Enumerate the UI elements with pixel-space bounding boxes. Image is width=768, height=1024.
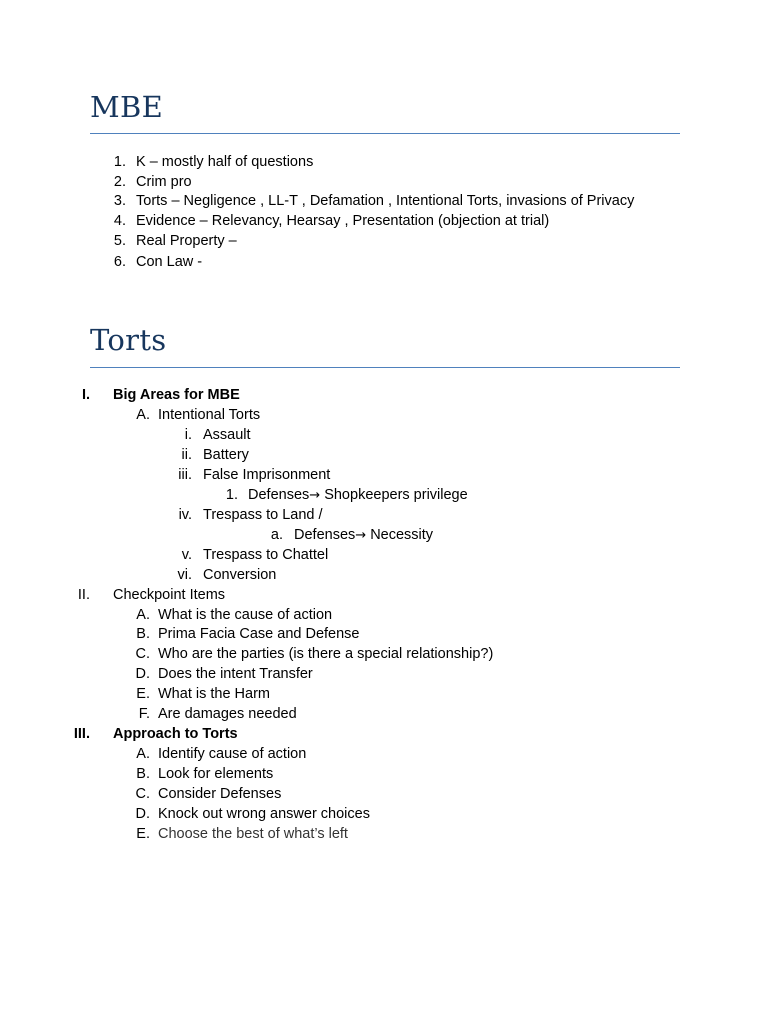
outline-marker: v.: [181, 547, 192, 563]
torts-heading-rule: [90, 367, 680, 368]
outline-subitem-text: Trespass to Chattel: [203, 547, 329, 563]
list-marker: 4.: [113, 213, 126, 229]
outline-marker: 1.: [225, 487, 238, 503]
mbe-heading-rule: [90, 133, 680, 134]
outline-marker: B.: [136, 766, 150, 782]
outline-marker: iv.: [178, 507, 192, 523]
outline-subitem-text: False Imprisonment: [203, 467, 331, 483]
outline-item-text: Consider Defenses: [158, 786, 282, 802]
right-arrow-icon: →: [355, 528, 367, 543]
outline-item-text: What is the cause of action: [158, 607, 333, 623]
outline-marker: i.: [184, 427, 192, 443]
outline-marker: C.: [135, 786, 150, 802]
list-marker: 6.: [113, 254, 126, 270]
list-marker: 3.: [113, 193, 126, 209]
outline-section-title: Checkpoint Items: [113, 587, 226, 603]
outline-item-text: Knock out wrong answer choices: [158, 806, 370, 822]
outline-marker: A.: [136, 746, 150, 762]
outline-marker: I.: [81, 387, 90, 403]
outline-marker: iii.: [178, 467, 192, 483]
outline-marker: vi.: [177, 567, 192, 583]
list-item-text: Crim pro: [136, 174, 192, 190]
outline-item-text: Does the intent Transfer: [158, 666, 313, 682]
list-item-text: Evidence – Relevancy, Hearsay , Presentation (objection at trial): [136, 213, 550, 229]
outline-marker: A.: [136, 607, 150, 623]
list-marker: 1.: [113, 154, 126, 170]
list-item-text: Con Law -: [136, 254, 203, 270]
outline-marker: a.: [270, 527, 283, 543]
outline-subitem-text: Battery: [203, 447, 249, 463]
outline-marker: E.: [136, 686, 150, 702]
outline-subitem-text: Assault: [203, 427, 251, 443]
outline-subsubitem-text: Defenses→ Necessity: [294, 527, 434, 543]
list-item-text: Torts – Negligence , LL-T , Defamation , Intentional Torts, invasions of Privacy: [136, 193, 635, 209]
outline-section-title: Big Areas for MBE: [113, 387, 240, 403]
outline-marker: ii.: [181, 447, 192, 463]
outline-item-text: Identify cause of action: [158, 746, 307, 762]
outline-marker: A.: [136, 407, 150, 423]
outline-marker: C.: [135, 646, 150, 662]
outline-marker: D.: [135, 806, 150, 822]
outline-item-text: Look for elements: [158, 766, 274, 782]
outline-marker: F.: [138, 706, 150, 722]
right-arrow-icon: →: [309, 488, 321, 503]
outline-marker: E.: [136, 826, 150, 842]
outline-subitem-text: Trespass to Land /: [203, 507, 323, 523]
outline-marker: B.: [136, 626, 150, 642]
outline-marker: III.: [73, 726, 90, 742]
outline-subsubitem-text: Defenses→ Shopkeepers privilege: [248, 487, 468, 503]
outline-item-text: Are damages needed: [158, 706, 297, 722]
outline-item-text: Intentional Torts: [158, 407, 261, 423]
outline-item-text: What is the Harm: [158, 686, 270, 702]
torts-heading: Torts: [90, 323, 167, 357]
outline-item-text: Choose the best of what’s left: [158, 826, 348, 842]
outline-subitem-text: Conversion: [203, 567, 277, 583]
outline-marker: D.: [135, 666, 150, 682]
outline-marker: II.: [77, 587, 90, 603]
mbe-heading: MBE: [90, 90, 164, 124]
outline-item-text: Who are the parties (is there a special relationship?): [158, 646, 494, 662]
list-item-text: K – mostly half of questions: [136, 154, 314, 170]
outline-section-title: Approach to Torts: [113, 726, 238, 742]
list-marker: 2.: [113, 174, 126, 190]
list-item-text: Real Property –: [136, 233, 237, 249]
outline-item-text: Prima Facia Case and Defense: [158, 626, 360, 642]
list-marker: 5.: [113, 233, 126, 249]
